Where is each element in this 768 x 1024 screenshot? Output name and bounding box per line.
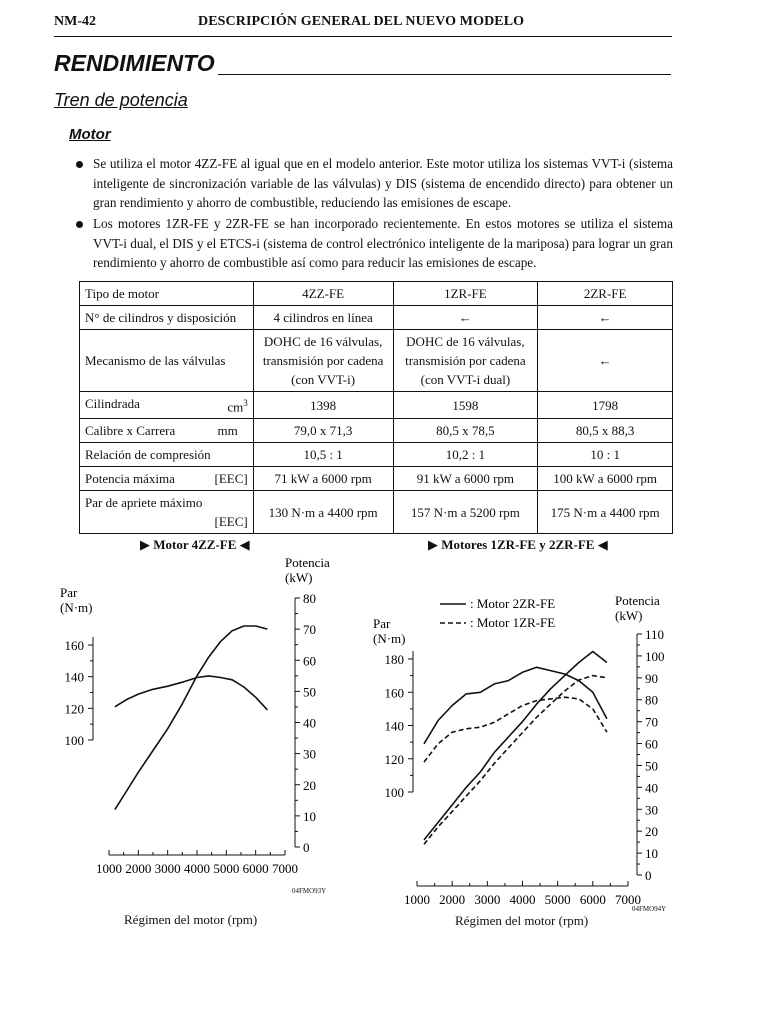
table-cell: ← [538, 306, 673, 330]
power-curve-3 [424, 676, 607, 845]
right-tick-label: 70 [303, 622, 316, 638]
table-cell: 1798 [538, 392, 673, 419]
right-tick-label: 30 [645, 802, 658, 818]
table-cell: 100 kW a 6000 rpm [538, 467, 673, 491]
table-cell: 10 : 1 [538, 443, 673, 467]
table-cell: DOHC de 16 válvulas, transmisión por cadena (con VVT-i) [253, 330, 393, 392]
table-row [80, 419, 673, 443]
table-row [80, 491, 673, 534]
figure-code: 04FMO93Y [292, 887, 327, 895]
row-label-cell [80, 491, 254, 534]
row-label: Potencia máxima [85, 471, 175, 487]
right-tick-label: 10 [303, 808, 316, 824]
table-row [80, 443, 673, 467]
right-axis-unit: (kW) [285, 570, 313, 585]
row-label: Mecanismo de las válvulas [80, 330, 254, 392]
x-tick-label: 2000 [125, 861, 152, 876]
x-tick-label: 7000 [272, 861, 298, 876]
left-axis-unit: (N·m) [373, 631, 406, 646]
table-header-cell: 4ZZ-FE [253, 282, 393, 306]
figure-code: 04FMO94Y [632, 905, 667, 913]
right-tick-label: 30 [303, 746, 316, 762]
table-row [80, 330, 673, 392]
left-axis-label: Par [373, 616, 391, 631]
table-cell: DOHC de 16 válvulas, transmisión por cadena (con VVT-i dual) [393, 330, 538, 392]
right-tick-label: 80 [645, 692, 658, 708]
legend-label: : Motor 2ZR-FE [470, 596, 556, 611]
left-tick-label: 100 [384, 785, 404, 800]
x-tick-label: 4000 [509, 892, 536, 907]
chart-title: ▶ Motor 4ZZ-FE ◀ [140, 537, 250, 552]
row-unit: [EEC] [214, 471, 248, 487]
x-tick-label: 5000 [213, 861, 240, 876]
x-tick-label: 6000 [242, 861, 269, 876]
x-tick-label: 3000 [474, 892, 501, 907]
table-row [80, 467, 673, 491]
table-cell: 175 N·m a 4400 rpm [538, 491, 673, 534]
left-tick-label: 100 [64, 733, 84, 748]
table-row [80, 306, 673, 330]
row-unit [227, 394, 247, 416]
table-header-cell: 2ZR-FE [538, 282, 673, 306]
power-curve-1 [115, 626, 268, 810]
bullet-paragraph: Los motores 1ZR-FE y 2ZR-FE se han incorporado recientemente. En estos motores se utiliza el sistema VVT-i dual, el DIS y el ETCS-i (sistema de control electrónico inteligente de la mariposa) para lograr un gran rendimiento y ahorro de combustible así como para reducir las emisiones de escape. [93, 216, 673, 270]
left-axis-unit: (N·m) [60, 600, 93, 615]
table-cell: 130 N·m a 4400 rpm [253, 491, 393, 534]
x-tick-label: 1000 [404, 892, 430, 907]
chart-x-axis-label: Régimen del motor (rpm) [455, 913, 589, 928]
table-cell: 91 kW a 6000 rpm [393, 467, 538, 491]
right-tick-label: 10 [645, 846, 658, 862]
x-tick-label: 1000 [96, 861, 122, 876]
table-cell: 71 kW a 6000 rpm [253, 467, 393, 491]
table-cell: 1598 [393, 392, 538, 419]
right-tick-label: 60 [303, 653, 316, 669]
right-tick-label: 100 [645, 648, 665, 664]
right-tick-label: 40 [303, 715, 316, 731]
section-title: RENDIMIENTO [54, 50, 215, 76]
table-cell: 79,0 x 71,3 [253, 419, 393, 443]
table-cell: 80,5 x 78,5 [393, 419, 538, 443]
bullet-icon [76, 221, 83, 228]
left-axis-label: Par [60, 585, 78, 600]
spec-table [79, 281, 673, 534]
row-label-cell [80, 419, 254, 443]
bullet-icon [76, 161, 83, 168]
right-axis-label: Potencia [615, 593, 660, 608]
right-tick-label: 80 [303, 591, 316, 606]
right-axis-label: Potencia [285, 555, 330, 570]
section-rule [218, 74, 671, 75]
x-tick-label: 7000 [615, 892, 641, 907]
right-tick-label: 90 [645, 670, 658, 686]
table-cell: 4 cilindros en línea [253, 306, 393, 330]
table-cell: ← [538, 330, 673, 392]
x-tick-label: 2000 [439, 892, 466, 907]
left-tick-label: 140 [384, 718, 404, 734]
row-label: Cilindrada [85, 396, 140, 411]
table-cell: 1398 [253, 392, 393, 419]
left-tick-label: 120 [384, 751, 404, 767]
x-tick-label: 4000 [184, 861, 210, 876]
bullet-paragraph: Se utiliza el motor 4ZZ-FE al igual que en el modelo anterior. Este motor utiliza los sistemas VVT-i (sistema inteligente de sincronización variable de las válvulas) y DIS (sistema de encendido directo) para obtener un gran rendimiento y ahorro de combustible, reduciendo las emisiones de escape. [93, 156, 673, 210]
row-label: Calibre x Carrera [85, 423, 176, 439]
row-label: Relación de compresión [80, 443, 254, 467]
table-cell: 10,5 : 1 [253, 443, 393, 467]
x-tick-label: 5000 [544, 892, 571, 907]
row-unit: [EEC] [214, 514, 248, 530]
table-header-cell: Tipo de motor [80, 282, 254, 306]
row-unit: mm [217, 423, 238, 439]
page-number: NM-42 [54, 14, 96, 29]
table-cell: 80,5 x 88,3 [538, 419, 673, 443]
right-tick-label: 20 [303, 777, 316, 793]
left-tick-label: 180 [384, 652, 404, 667]
x-tick-label: 6000 [579, 892, 606, 907]
row-label-cell [80, 392, 254, 419]
left-tick-label: 160 [64, 638, 84, 653]
table-row [80, 392, 673, 419]
table-cell: ← [393, 306, 538, 330]
unit-text: cm [227, 399, 244, 415]
right-tick-label: 70 [645, 714, 658, 730]
table-cell: 10,2 : 1 [393, 443, 538, 467]
right-tick-label: 60 [645, 736, 658, 752]
row-label-cell [80, 467, 254, 491]
chart-title: ▶ Motores 1ZR-FE y 2ZR-FE ◀ [428, 537, 608, 552]
right-tick-label: 110 [645, 627, 665, 642]
table-header-cell: 1ZR-FE [393, 282, 538, 306]
torque-curve-0 [115, 676, 268, 710]
torque-power-chart-4zz [50, 550, 360, 880]
subsection-title: Tren de potencia [54, 90, 188, 110]
left-tick-label: 120 [64, 701, 84, 717]
right-axis-unit: (kW) [615, 608, 643, 623]
subsubsection-title: Motor [69, 126, 111, 143]
right-tick-label: 50 [303, 684, 316, 700]
left-tick-label: 160 [384, 685, 404, 701]
torque-power-chart-1zr-2zr [360, 580, 690, 910]
table-header-row [80, 282, 673, 306]
table-cell: 157 N·m a 5200 rpm [393, 491, 538, 534]
row-label: N° de cilindros y disposición [80, 306, 254, 330]
left-tick-label: 140 [64, 669, 84, 685]
right-tick-label: 0 [303, 840, 310, 855]
unit-superscript: 3 [243, 398, 248, 408]
right-tick-label: 0 [645, 868, 652, 883]
x-tick-label: 3000 [154, 861, 181, 876]
right-tick-label: 50 [645, 758, 658, 774]
right-tick-label: 40 [645, 780, 658, 796]
header-title: DESCRIPCIÓN GENERAL DEL NUEVO MODELO [198, 14, 525, 29]
legend-label: : Motor 1ZR-FE [470, 615, 556, 630]
row-label: Par de apriete máximo [85, 495, 203, 511]
header-rule [54, 36, 672, 37]
right-tick-label: 20 [645, 824, 658, 840]
chart-x-axis-label: Régimen del motor (rpm) [124, 912, 258, 927]
